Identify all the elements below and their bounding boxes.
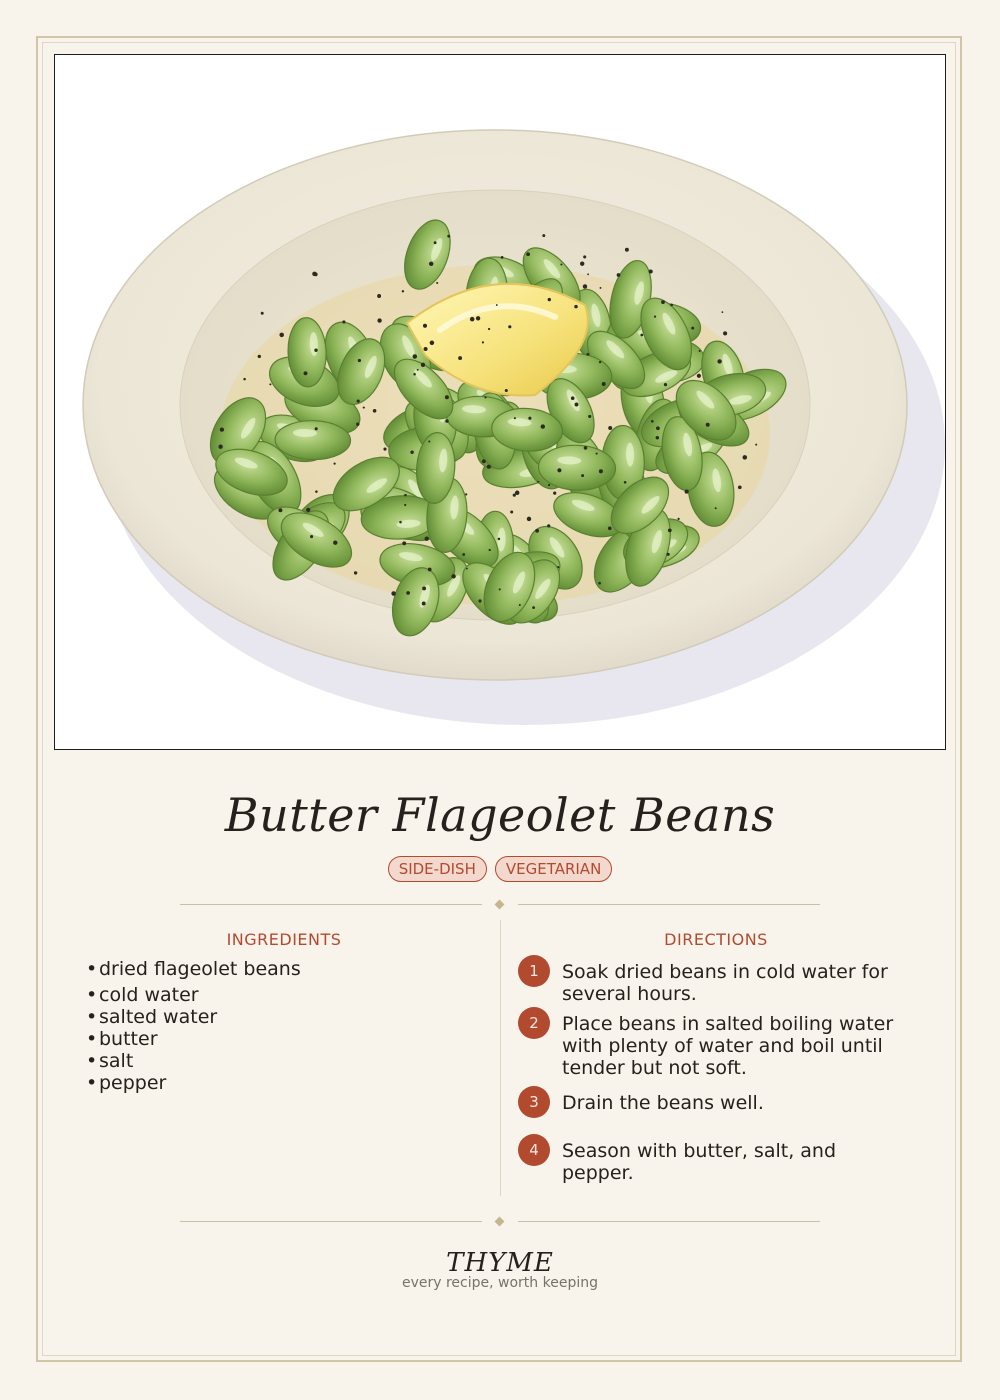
brand-logo-text: THYME: [446, 1248, 554, 1278]
list-item: •butter: [86, 1028, 158, 1050]
divider-left-top: [180, 904, 482, 905]
beans-plate-illustration: [55, 55, 945, 749]
step-text: Season with butter, salt, and pepper.: [562, 1140, 837, 1184]
brand-tagline: every recipe, worth keeping: [401, 1275, 598, 1291]
step-number-badge: 2: [518, 1007, 550, 1039]
list-item: •salted water: [86, 1006, 218, 1028]
ingredients-list: [86, 958, 476, 1094]
list-item: •pepper: [86, 1072, 167, 1094]
ingredients-heading: INGREDIENTS: [226, 930, 342, 949]
step-text: Drain the beans well.: [562, 1092, 764, 1114]
hero-illustration: [54, 54, 946, 750]
divider-right-bottom: [518, 1221, 820, 1222]
list-item: •dried flageolet beans: [86, 958, 301, 980]
tag-list: [0, 856, 1000, 882]
column-divider: [500, 920, 501, 1196]
directions-heading: DIRECTIONS: [664, 930, 768, 949]
divider-left-bottom: [180, 1221, 482, 1222]
step-text: Place beans in salted boiling water with plenty of water and boil until tender but not soft.: [562, 1013, 894, 1079]
list-item: •cold water: [86, 984, 199, 1006]
step-number-badge: 3: [518, 1086, 550, 1118]
tag-vegetarian[interactable]: VEGETARIAN: [495, 856, 612, 882]
step-number-badge: 4: [518, 1134, 550, 1166]
list-item: •salt: [86, 1050, 134, 1072]
tag-side-dish[interactable]: SIDE-DISH: [388, 856, 487, 882]
divider-right-top: [518, 904, 820, 905]
recipe-title: Butter Flageolet Beans: [224, 788, 776, 842]
step-number-badge: 1: [518, 955, 550, 987]
step-text: Soak dried beans in cold water for several hours.: [562, 961, 888, 1005]
